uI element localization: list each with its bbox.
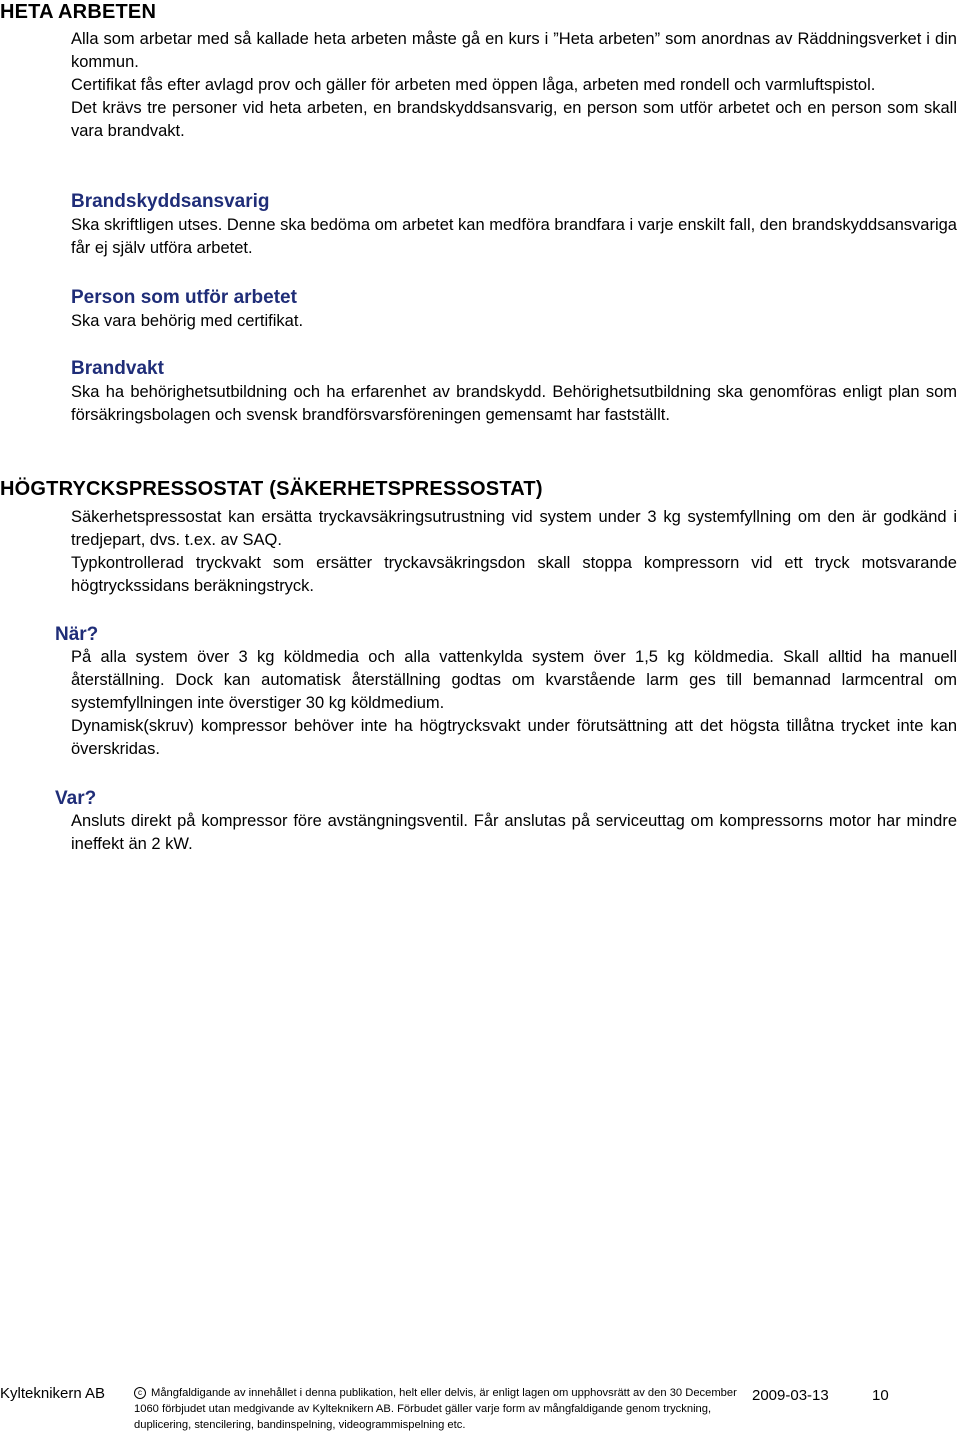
footer-copyright	[134, 1385, 744, 1433]
role-text-brandvakt	[71, 381, 957, 427]
intro-paragraph: Alla som arbetar med så kallade heta arbeten måste gå en kurs i ”Heta arbeten” som anordnas av Räddningsverket i din kommun.	[71, 30, 957, 71]
role-heading-brandvakt: Brandvakt	[71, 358, 164, 379]
var-text	[71, 810, 957, 856]
nar-text	[71, 646, 957, 761]
nar-paragraph: På alla system över 3 kg köldmedia och alla vattenkylda system över 1,5 kg köldmedia. Skall alltid ha manuell återställning. Dock kan automatisk återställning godtas om kvarstående larm ges till bemannad larmcentral om systemfyllningen inte överstiger 30 kg köldmedium.	[71, 648, 957, 712]
heta-arbeten-intro	[71, 28, 957, 143]
section-title-heta-arbeten: HETA ARBETEN	[0, 1, 157, 23]
heading-var: Var?	[55, 788, 97, 809]
intro-paragraph: Det krävs tre personer vid heta arbeten, en brandskyddsansvarig, en person som utför arbetet och en person som skall vara brandvakt.	[71, 99, 957, 140]
page-number: 10	[872, 1387, 889, 1404]
intro-paragraph: Typkontrollerad tryckvakt som ersätter tryckavsäkringsdon skall stoppa kompressorn vid ett tryck motsvarande högtryckssidans beräkningstryck.	[71, 554, 957, 595]
copyright-text: Mångfaldigande av innehållet i denna publikation, helt eller delvis, är enligt lagen om upphovsrätt av den 30 December 1060 förbjudet utan medgivande av Kylteknikern AB. Förbudet gäller varje form av mångfaldigande genom tryckning, duplicering, stencilering, bandinspelning, videogrammispelning etc.	[134, 1387, 737, 1431]
intro-paragraph: Certifikat fås efter avlagd prov och gäller för arbeten med öppen låga, arbeten med rondell och varmluftspistol.	[71, 76, 876, 94]
role-text-person	[71, 310, 957, 333]
role-heading-brandskyddsansvarig: Brandskyddsansvarig	[71, 191, 270, 212]
intro-paragraph: Säkerhetspressostat kan ersätta tryckavsäkringsutrustning vid system under 3 kg systemfyllning om den är godkänd i tredjepart, dvs. t.ex. av SAQ.	[71, 508, 957, 549]
section-title-hogtryckspressostat: HÖGTRYCKSPRESSOSTAT (SÄKERHETSPRESSOSTAT)	[0, 478, 543, 500]
role-paragraph: Ska skriftligen utses. Denne ska bedöma om arbetet kan medföra brandfara i varje enskilt fall, den brandskyddsansvariga får ej själv utföra arbetet.	[71, 216, 957, 257]
copyright-icon: c	[134, 1387, 146, 1399]
role-text-brandskyddsansvarig	[71, 214, 957, 260]
role-paragraph: Ska ha behörighetsutbildning och ha erfarenhet av brandskydd. Behörighetsutbildning ska genomföras enligt plan som försäkringsbolagen och svensk brandförsvarsföreningen gemensamt har fastställt.	[71, 383, 957, 424]
footer-date: 2009-03-13	[752, 1387, 829, 1404]
role-paragraph: Ska vara behörig med certifikat.	[71, 312, 304, 330]
var-paragraph: Ansluts direkt på kompressor före avstängningsventil. Får anslutas på serviceuttag om kompressorns motor har mindre ineffekt än 2 kW.	[71, 812, 957, 853]
role-heading-person: Person som utför arbetet	[71, 287, 297, 308]
pressostat-intro	[71, 506, 957, 598]
footer-company: Kylteknikern AB	[0, 1385, 106, 1402]
heading-nar: När?	[55, 624, 99, 645]
nar-paragraph: Dynamisk(skruv) kompressor behöver inte ha högtrycksvakt under förutsättning att det högsta tillåtna trycket inte kan överskridas.	[71, 717, 957, 758]
